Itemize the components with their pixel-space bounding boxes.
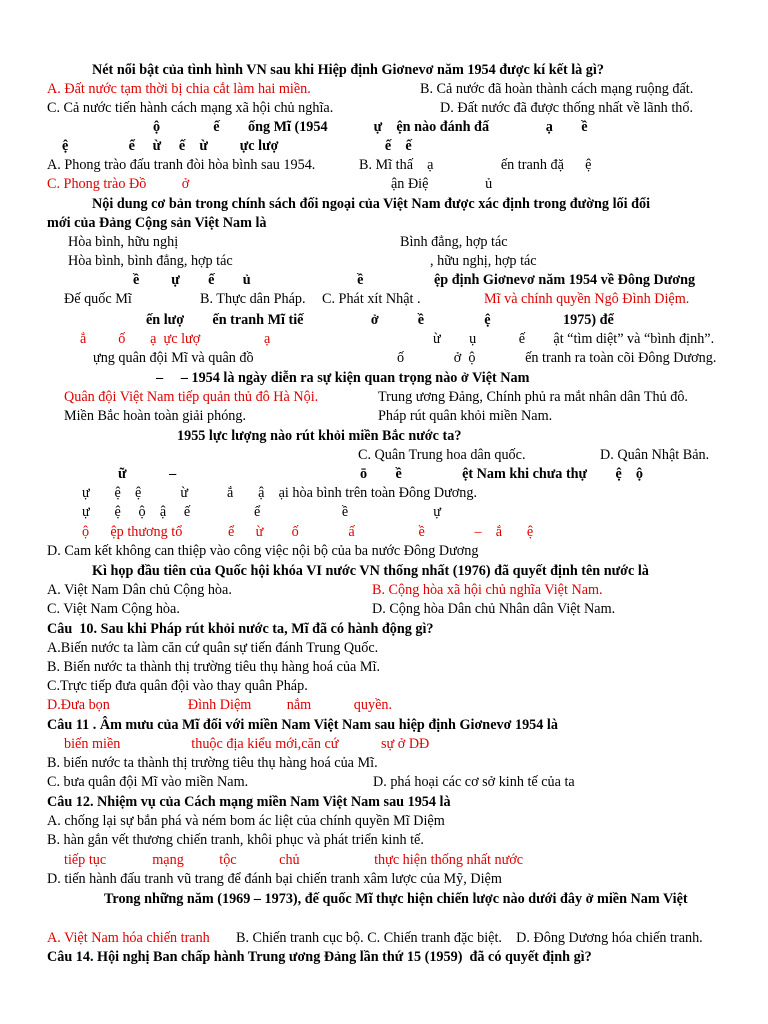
question-heading: Nét nổi bật của tình hình VN sau khi Hiệp định Giơnevơ năm 1954 được kí kết là gì?	[92, 62, 604, 78]
answer-option: ựng quân đội Mĩ và quân đồ	[93, 350, 254, 366]
answer-option: C. Việt Nam Cộng hòa.	[47, 601, 180, 617]
question-heading: ộ ế ống Mĩ (1954 ự ện nào đánh đấ ạ ề	[153, 119, 588, 135]
answer-option: B. Mĩ thấ ạ ến tranh đặ ệ	[359, 157, 592, 173]
answer-option-correct: A. Việt Nam hóa chiến tranh	[47, 930, 210, 946]
answer-option-correct: biến miền thuộc địa kiểu mới,căn cứ sự ở DĐ	[64, 736, 430, 752]
answer-option: A. Việt Nam Dân chủ Cộng hòa.	[47, 582, 232, 598]
answer-option: Đế quốc Mĩ	[64, 291, 132, 307]
question-heading: 1955 lực lượng nào rút khỏi miền Bắc nước ta?	[177, 428, 462, 444]
answer-option: ố ở ộ ến tranh ra toàn cõi Đông Dương.	[397, 350, 717, 366]
answer-option: A. Phong trào đấu tranh đòi hòa bình sau 1954.	[47, 157, 316, 173]
question-heading: Nội dung cơ bản trong chính sách đối ngoại của Việt Nam được xác định trong đường lối đổi	[92, 196, 651, 212]
answer-option: Hòa bình, bình đẳng, hợp tác	[68, 253, 233, 269]
question-heading: ệp định Giơnevơ năm 1954 về Đông Dương	[434, 272, 696, 288]
question-heading: Câu 10. Sau khi Pháp rút khỏi nước ta, Mĩ đã có hành động gì?	[47, 621, 434, 637]
answer-option: D. tiến hành đấu tranh vũ trang để đánh bại chiến tranh xâm lược của Mỹ, Diệm	[47, 871, 502, 887]
answer-option: Pháp rút quân khỏi miền Nam.	[378, 408, 553, 424]
answer-option-correct: ể ừ ố ấ ề – ắ ệ	[228, 524, 534, 540]
answer-option-correct: ộ ệp thương tổ	[82, 524, 183, 540]
answer-option: C. Phát xít Nhật .	[322, 291, 421, 307]
question-heading: ō ề ệt Nam khi chưa thự ệ ộ	[360, 466, 644, 482]
answer-option: D. Đất nước đã được thống nhất về lãnh thổ.	[440, 100, 693, 116]
answer-option: B. hàn gắn vết thương chiến tranh, khôi phục và phát triển kinh tế.	[47, 832, 424, 848]
answer-option: B. Biến nước ta thành thị trường tiêu thụ hàng hoá của Mĩ.	[47, 659, 380, 675]
answer-option-correct: B. Cộng hòa xã hội chủ nghĩa Việt Nam.	[372, 582, 603, 598]
answer-option: D. Cam kết không can thiệp vào công việc nội bộ của ba nước Đông Dương	[47, 543, 479, 559]
question-heading: mới của Đảng Cộng sản Việt Nam là	[47, 215, 267, 231]
question-heading: Trong những năm (1969 – 1973), đế quốc Mĩ thực hiện chiến lược nào dưới đây ở miền Nam Việt	[104, 891, 688, 907]
answer-option: ừ ụ ế ật “tìm diệt” và “bình định”.	[433, 331, 715, 347]
question-heading: Câu 11 . Âm mưu của Mĩ đối với miền Nam Việt Nam sau hiệp định Giơnevơ 1954 là	[47, 717, 558, 733]
answer-option-correct: Quân đội Việt Nam tiếp quản thủ đô Hà Nội.	[64, 389, 319, 405]
answer-option: Miền Bắc hoàn toàn giải phóng.	[64, 408, 247, 424]
answer-option-correct: tiếp tục mạng tộc chủ thực hiện thống nhất nước	[64, 852, 524, 868]
answer-option-correct: ẳ ố ạ ực lượ ạ	[80, 331, 271, 347]
answer-option-correct: A. Đất nước tạm thời bị chia cắt làm hai miền.	[47, 81, 311, 97]
answer-option-correct: D.Đưa bọn Đình Diệm nắm quyền.	[47, 697, 393, 713]
question-heading: ến lượ ến tranh Mĩ tiế ở ề ệ	[146, 312, 491, 328]
answer-option: ự ệ ộ ậ ế ể ề ự	[82, 504, 441, 520]
answer-option: D. Quân Nhật Bản.	[600, 447, 710, 463]
answer-option: B. biến nước ta thành thị trường tiêu thụ hàng hoá của Mĩ.	[47, 755, 378, 771]
answer-option: B. Cả nước đã hoàn thành cách mạng ruộng đất.	[420, 81, 694, 97]
answer-option: C. Cả nước tiến hành cách mạng xã hội chủ nghĩa.	[47, 100, 334, 116]
answer-option-correct: Mĩ và chính quyền Ngô Đình Diệm.	[484, 291, 690, 307]
question-heading: Câu 14. Hội nghị Ban chấp hành Trung ương Đảng lần thứ 15 (1959) đã có quyết định gì?	[47, 949, 592, 965]
answer-option: D. Cộng hòa Dân chủ Nhân dân Việt Nam.	[372, 601, 616, 617]
question-heading: ề ự ế ủ ề	[133, 272, 364, 288]
answer-option: ự ệ ệ ừ ắ ậ ại hòa bình trên toàn Đông Dương.	[82, 485, 478, 501]
answer-option: B. Chiến tranh cục bộ. C. Chiến tranh đặc biệt. D. Đông Dương hóa chiến tranh.	[236, 930, 703, 946]
answer-option: C.Trực tiếp đưa quân đội vào thay quân Pháp.	[47, 678, 308, 694]
answer-option: Bình đẳng, hợp tác	[400, 234, 508, 250]
answer-option: A. chống lại sự bắn phá và ném bom ác liệt của chính quyền Mĩ Diệm	[47, 813, 445, 829]
question-heading: Câu 12. Nhiệm vụ của Cách mạng miền Nam Việt Nam sau 1954 là	[47, 794, 451, 810]
answer-option: A.Biến nước ta làm căn cứ quân sự tiến đánh Trung Quốc.	[47, 640, 379, 656]
answer-option: Hòa bình, hữu nghị	[68, 234, 179, 250]
answer-option: C. bưa quân đội Mĩ vào miền Nam.	[47, 774, 249, 790]
question-heading: 1975) để	[563, 312, 614, 328]
answer-option: ận Điệ ủ	[391, 176, 493, 192]
answer-option: D. phá hoại các cơ sở kinh tế của ta	[373, 774, 575, 790]
question-heading: ữ –	[118, 466, 177, 482]
question-heading: ệ ể ừ ế ừ ực lượ ế ế	[62, 138, 412, 154]
answer-option-correct: C. Phong trào Đồ ở	[47, 176, 190, 192]
answer-option: , hữu nghị, hợp tác	[430, 253, 537, 269]
answer-option: C. Quân Trung hoa dân quốc.	[358, 447, 526, 463]
answer-option: B. Thực dân Pháp.	[200, 291, 306, 307]
question-heading: – – 1954 là ngày diễn ra sự kiện quan trọng nào ở Việt Nam	[156, 370, 530, 386]
question-heading: Kì họp đầu tiên của Quốc hội khóa VI nước VN thống nhất (1976) đã quyết định tên nước là	[92, 563, 649, 579]
answer-option: Trung ương Đảng, Chính phủ ra mắt nhân dân Thủ đô.	[378, 389, 688, 405]
